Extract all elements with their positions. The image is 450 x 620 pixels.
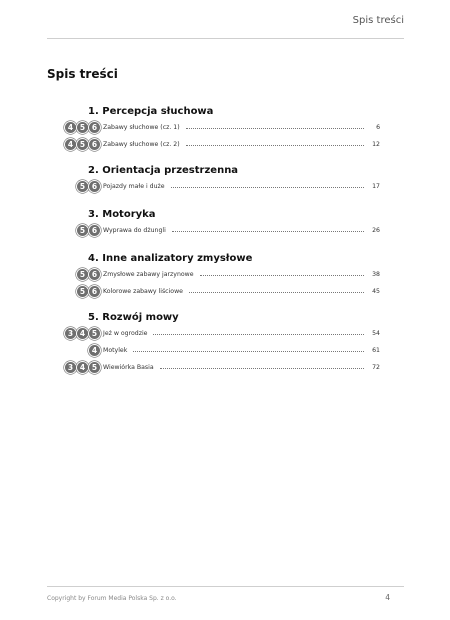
age-badge: 3 bbox=[65, 362, 76, 373]
entry-page-number: 38 bbox=[372, 271, 380, 278]
age-badges bbox=[77, 181, 100, 192]
age-badges bbox=[77, 269, 100, 280]
age-badge: 5 bbox=[77, 181, 88, 192]
age-badge: 6 bbox=[89, 286, 100, 297]
leader-dots bbox=[186, 145, 364, 146]
entry-page-number: 12 bbox=[372, 141, 380, 148]
age-badge: 4 bbox=[77, 328, 88, 339]
leader-dots bbox=[200, 275, 364, 276]
age-badges bbox=[89, 345, 100, 356]
footer-copyright: Copyright by Forum Media Polska Sp. z o.o. bbox=[47, 595, 177, 602]
toc-section-2 bbox=[30, 164, 380, 195]
entry-label: Zabawy słuchowe (cz. 1) bbox=[103, 124, 180, 131]
age-badge: 5 bbox=[89, 362, 100, 373]
age-badge: 6 bbox=[89, 269, 100, 280]
age-badge: 6 bbox=[89, 225, 100, 236]
section-title: 1. Percepcja słuchowa bbox=[88, 106, 214, 117]
entry-page-number: 61 bbox=[372, 347, 380, 354]
age-badge: 5 bbox=[77, 286, 88, 297]
running-header: Spis treści bbox=[352, 15, 404, 26]
toc-section-1 bbox=[30, 105, 380, 153]
section-title: 4. Inne analizatory zmysłowe bbox=[88, 253, 253, 264]
page-title: Spis treści bbox=[47, 67, 118, 81]
entry-page-number: 6 bbox=[376, 124, 380, 131]
entry-label: Zabawy słuchowe (cz. 2) bbox=[103, 141, 180, 148]
entry-page-number: 26 bbox=[372, 227, 380, 234]
age-badges bbox=[77, 286, 100, 297]
header-rule bbox=[47, 38, 404, 39]
entry-label: Kolorowe zabawy liściowe bbox=[103, 288, 183, 295]
toc-entry[interactable] bbox=[30, 178, 380, 195]
entry-page-number: 45 bbox=[372, 288, 380, 295]
age-badge: 6 bbox=[89, 139, 100, 150]
entry-label: Pojazdy małe i duże bbox=[103, 183, 165, 190]
toc-entry[interactable] bbox=[30, 222, 380, 239]
leader-dots bbox=[189, 292, 364, 293]
age-badge: 3 bbox=[65, 328, 76, 339]
leader-dots bbox=[186, 128, 364, 129]
toc-entry[interactable] bbox=[30, 283, 380, 300]
toc-entry[interactable] bbox=[30, 119, 380, 136]
age-badge: 5 bbox=[77, 269, 88, 280]
toc-entry[interactable] bbox=[30, 342, 380, 359]
entry-label: Zmysłowe zabawy jarzynowe bbox=[103, 271, 194, 278]
section-title: 5. Rozwój mowy bbox=[88, 312, 179, 323]
footer-page-number: 4 bbox=[385, 593, 390, 602]
entry-label: Wyprawa do dżungli bbox=[103, 227, 166, 234]
leader-dots bbox=[171, 187, 364, 188]
age-badge: 4 bbox=[77, 362, 88, 373]
age-badges bbox=[65, 122, 100, 133]
toc-entry[interactable] bbox=[30, 266, 380, 283]
age-badges bbox=[65, 139, 100, 150]
age-badge: 5 bbox=[77, 225, 88, 236]
leader-dots bbox=[160, 368, 364, 369]
toc-entry[interactable] bbox=[30, 325, 380, 342]
entry-label: Jeż w ogrodzie bbox=[103, 330, 148, 337]
toc-entry[interactable] bbox=[30, 136, 380, 153]
toc-section-4 bbox=[30, 252, 380, 300]
entry-label: Motylek bbox=[103, 347, 128, 354]
age-badge: 5 bbox=[89, 328, 100, 339]
toc-section-3 bbox=[30, 208, 380, 239]
age-badges bbox=[65, 328, 100, 339]
entry-page-number: 54 bbox=[372, 330, 380, 337]
section-title: 3. Motoryka bbox=[88, 209, 156, 220]
entry-page-number: 72 bbox=[372, 364, 380, 371]
footer-rule bbox=[47, 586, 404, 587]
toc-entry[interactable] bbox=[30, 359, 380, 376]
section-title: 2. Orientacja przestrzenna bbox=[88, 165, 239, 176]
age-badge: 5 bbox=[77, 122, 88, 133]
entry-label: Wiewiórka Basia bbox=[103, 364, 154, 371]
toc-section-5 bbox=[30, 311, 380, 376]
leader-dots bbox=[172, 231, 364, 232]
age-badge: 4 bbox=[89, 345, 100, 356]
age-badges bbox=[65, 362, 100, 373]
age-badge: 5 bbox=[77, 139, 88, 150]
age-badges bbox=[77, 225, 100, 236]
age-badge: 6 bbox=[89, 122, 100, 133]
age-badge: 4 bbox=[65, 122, 76, 133]
age-badge: 6 bbox=[89, 181, 100, 192]
leader-dots bbox=[153, 334, 364, 335]
age-badge: 4 bbox=[65, 139, 76, 150]
leader-dots bbox=[133, 351, 364, 352]
entry-page-number: 17 bbox=[372, 183, 380, 190]
